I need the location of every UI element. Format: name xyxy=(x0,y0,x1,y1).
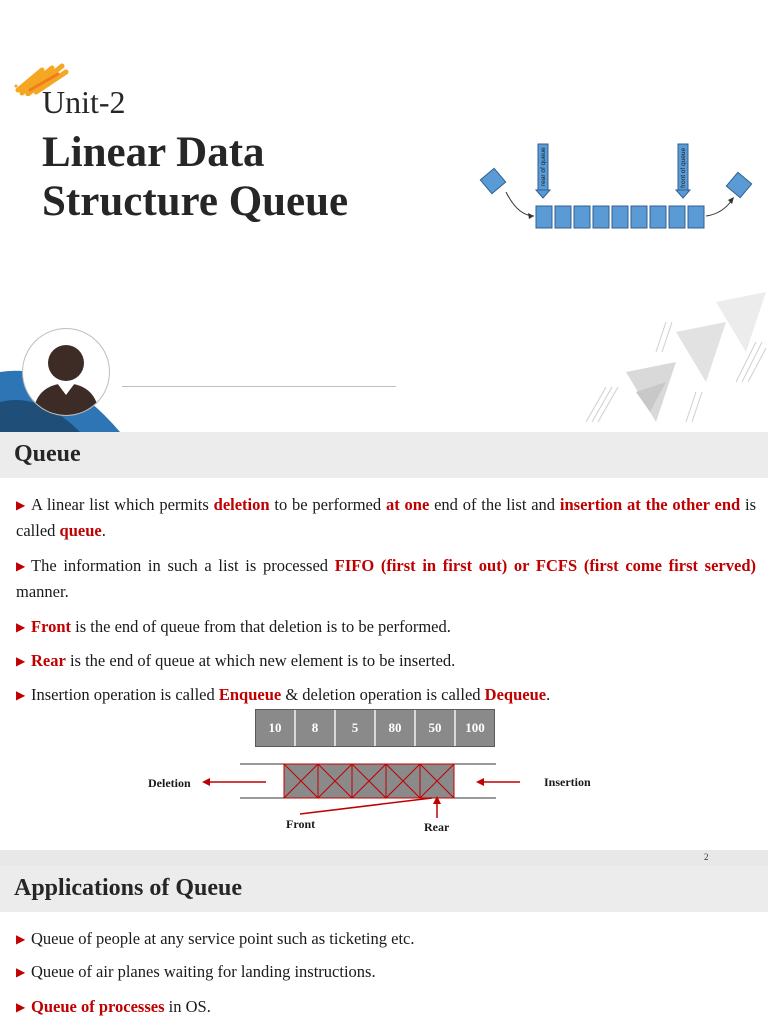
bullet-item xyxy=(16,553,756,605)
front-label: Front xyxy=(286,817,316,831)
queue-value-cell: 80 xyxy=(376,710,416,746)
bullet-text: The information in such a list is processed xyxy=(31,556,335,575)
slide-footer-band xyxy=(0,850,768,866)
title-line-2: Structure Queue xyxy=(42,178,349,225)
front-arrow-icon xyxy=(676,144,690,198)
bullet-item xyxy=(16,994,756,1020)
bullet-arrow-icon: ▶ xyxy=(16,498,26,512)
bullet-text: Queue of air planes waiting for landing instructions. xyxy=(31,962,376,981)
bullet-text: is the end of queue from that deletion is to be performed. xyxy=(71,617,451,636)
queue-values-row xyxy=(255,709,495,747)
presenter-avatar xyxy=(22,328,110,416)
bullet-item xyxy=(16,492,756,544)
bullet-text: end of the list and xyxy=(429,495,560,514)
page-number: 2 xyxy=(704,852,709,862)
bullet-arrow-icon: ▶ xyxy=(16,932,26,946)
bullet-arrow-icon: ▶ xyxy=(16,1000,26,1014)
bullet-text: Insertion operation is called xyxy=(31,685,219,704)
unit-label: Unit-2 xyxy=(42,84,126,120)
bullet-highlight: Rear xyxy=(31,651,66,670)
rear-label: Rear xyxy=(424,820,450,834)
bullet-highlight: Queue of processes xyxy=(31,997,165,1016)
queue-heading: Queue xyxy=(14,441,81,467)
bullet-highlight: deletion xyxy=(213,495,270,514)
title-line-1: Linear Data xyxy=(42,129,265,176)
geometric-decoration xyxy=(566,292,768,432)
bullet-item xyxy=(16,926,756,952)
deletion-arrow-icon xyxy=(202,778,266,786)
bullet-text: & deletion operation is called xyxy=(281,685,485,704)
queue-value-cell: 10 xyxy=(256,710,296,746)
incoming-element-icon xyxy=(480,168,505,193)
bullet-highlight: queue xyxy=(59,521,102,540)
bullet-highlight: Dequeue xyxy=(484,685,547,704)
queue-value-cell: 5 xyxy=(336,710,376,746)
rear-of-queue-label: rear of queue xyxy=(540,147,547,186)
bullet-text: . xyxy=(546,685,551,704)
bullet-item xyxy=(16,682,756,708)
bullet-text: is called xyxy=(16,495,756,540)
bullet-text: manner. xyxy=(16,582,69,601)
queue-value-cell: 50 xyxy=(416,710,456,746)
front-pointer-icon xyxy=(300,798,432,814)
bullet-arrow-icon: ▶ xyxy=(16,688,26,702)
bullet-highlight: Front xyxy=(31,617,72,636)
bullet-item xyxy=(16,648,756,674)
rear-pointer-icon xyxy=(433,796,441,818)
bullet-highlight: insertion at the other end xyxy=(559,495,741,514)
applications-heading: Applications of Queue xyxy=(14,875,243,901)
queue-buffer-cells xyxy=(284,764,454,798)
front-of-queue-label: front of queue xyxy=(680,147,687,188)
bullet-item xyxy=(16,614,756,640)
rear-arrow-icon xyxy=(536,144,550,198)
bullet-item xyxy=(16,959,756,985)
bullet-text: is the end of queue at which new element is to be inserted. xyxy=(65,651,456,670)
user-silhouette-icon xyxy=(23,329,109,415)
queue-illustration xyxy=(478,140,758,240)
bullet-arrow-icon: ▶ xyxy=(16,654,26,668)
bullet-highlight: FIFO (first in first out) or FCFS (first come first served) xyxy=(334,556,756,575)
applications-section-header xyxy=(0,866,768,912)
slide-title xyxy=(42,128,462,226)
queue-value-cell: 8 xyxy=(296,710,336,746)
bullet-text: to be performed xyxy=(269,495,386,514)
queue-value-cell: 100 xyxy=(465,720,485,735)
bullet-text: A linear list which permits xyxy=(31,495,214,514)
title-divider xyxy=(122,386,396,387)
bullet-arrow-icon: ▶ xyxy=(16,559,26,573)
insertion-arrow-icon xyxy=(476,778,520,786)
insertion-label: Insertion xyxy=(544,775,591,789)
bullet-text: . xyxy=(101,521,106,540)
bullet-highlight: Enqueue xyxy=(218,685,282,704)
bullet-arrow-icon: ▶ xyxy=(16,620,26,634)
bullet-highlight: at one xyxy=(385,495,430,514)
queue-section-header xyxy=(0,432,768,478)
enqueue-dequeue-diagram xyxy=(200,760,520,850)
title-slide xyxy=(0,0,768,432)
deletion-label: Deletion xyxy=(148,776,191,790)
bullet-text: in OS. xyxy=(164,997,211,1016)
bullet-arrow-icon: ▶ xyxy=(16,965,26,979)
outgoing-element-icon xyxy=(726,172,751,197)
bullet-text: Queue of people at any service point such as ticketing etc. xyxy=(31,929,415,948)
queue-block-row xyxy=(536,206,704,228)
